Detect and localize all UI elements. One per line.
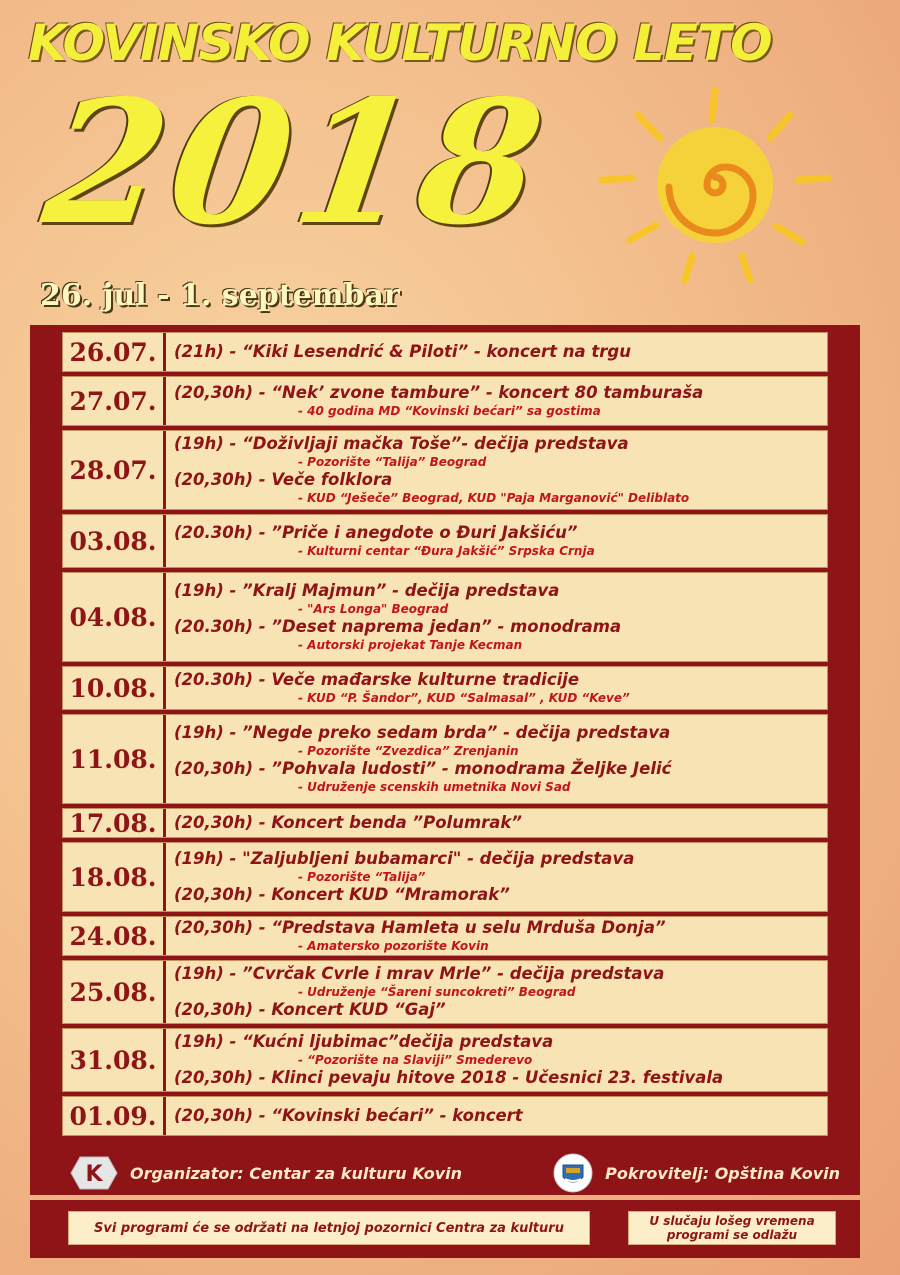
schedule-date: 31.08. [63, 1029, 166, 1091]
event-title: (19h) - ”Cvrčak Cvrle i mrav Mrle” - dečija predstava [174, 964, 665, 983]
schedule-events [166, 809, 827, 837]
event-performer: - Pozorište “Talija” [298, 870, 426, 884]
event-item [174, 434, 819, 470]
weather-note: U slučaju lošeg vremena programi se odlažu [628, 1211, 836, 1245]
schedule-row [62, 1096, 828, 1136]
schedule-events [166, 843, 827, 911]
schedule-row [62, 332, 828, 372]
event-performer: - 40 godina MD “Kovinski bećari” sa gostima [298, 404, 601, 418]
schedule-date: 18.08. [63, 843, 166, 911]
schedule-row [62, 916, 828, 956]
event-performer: - Autorski projekat Tanje Kecman [298, 638, 523, 652]
event-performer: - Udruženje “Šareni suncokreti” Beograd [298, 985, 576, 999]
event-item [174, 617, 819, 653]
schedule-events [166, 515, 827, 567]
event-performer: - Kulturni centar “Đura Jakšić” Srpska Crnja [298, 544, 595, 558]
schedule-row [62, 376, 828, 426]
schedule-date: 26.07. [63, 333, 166, 371]
footer [70, 1155, 840, 1191]
event-title: (21h) - “Kiki Lesendrić & Piloti” - koncert na trgu [174, 342, 631, 361]
event-item [174, 759, 819, 795]
schedule-events [166, 667, 827, 709]
event-title: (20,30h) - Veče folklora [174, 470, 393, 489]
schedule-row [62, 960, 828, 1024]
schedule-date: 01.09. [63, 1097, 166, 1135]
schedule-events [166, 961, 827, 1023]
event-performer: - Pozorište “Zvezdica” Zrenjanin [298, 744, 519, 758]
event-performer: - "Ars Longa" Beograd [298, 602, 449, 616]
event-title: (20,30h) - Klinci pevaju hitove 2018 - Učesnici 23. festivala [174, 1068, 724, 1087]
event-performer: - Pozorište “Talija” Beograd [298, 455, 487, 469]
event-title: (20,30h) - ”Pohvala ludosti” - monodrama Željke Jelić [174, 759, 672, 778]
event-performer: - KUD “Ješeče” Beograd, KUD "Paja Marganović" Deliblato [298, 491, 690, 505]
festival-dates: 26. jul - 1. septembar [40, 278, 400, 313]
event-title: (20,30h) - Koncert KUD “Mramorak” [174, 885, 510, 904]
schedule-table [62, 332, 828, 1140]
event-title: (19h) - ”Negde preko sedam brda” - dečija predstava [174, 723, 671, 742]
event-item [174, 964, 819, 1000]
festival-title: KOVINSKO KULTURNO LETO [28, 14, 772, 72]
culture-center-logo [70, 1156, 118, 1190]
event-item [174, 342, 819, 362]
festival-year: 2018 [33, 63, 560, 263]
event-item [174, 523, 819, 559]
schedule-events [166, 1029, 827, 1091]
event-item [174, 670, 819, 706]
schedule-row [62, 808, 828, 838]
logo-letter: K [85, 1162, 103, 1187]
schedule-events [166, 333, 827, 371]
event-performer: - Udruženje scenskih umetnika Novi Sad [298, 780, 571, 794]
event-item [174, 1068, 819, 1088]
schedule-date: 11.08. [63, 715, 166, 803]
venue-note: Svi programi će se održati na letnjoj pozornici Centra za kulturu [68, 1211, 590, 1245]
schedule-date: 03.08. [63, 515, 166, 567]
event-item [174, 1000, 819, 1020]
schedule-events [166, 573, 827, 661]
event-item [174, 1032, 819, 1068]
schedule-date: 24.08. [63, 917, 166, 955]
event-item [174, 723, 819, 759]
event-item [174, 885, 819, 905]
event-item [174, 1106, 819, 1126]
schedule-date: 10.08. [63, 667, 166, 709]
event-performer: - “Pozorište na Slaviji” Smederevo [298, 1053, 533, 1067]
event-item [174, 813, 819, 833]
event-title: (20,30h) - “Kovinski bećari” - koncert [174, 1106, 523, 1125]
schedule-date: 04.08. [63, 573, 166, 661]
event-item [174, 918, 819, 954]
organizer-text: Organizator: Centar za kulturu Kovin [130, 1163, 463, 1183]
schedule-events [166, 715, 827, 803]
municipality-crest-icon [553, 1153, 593, 1193]
event-item [174, 470, 819, 506]
schedule-row [62, 514, 828, 568]
event-title: (19h) - "Zaljubljeni bubamarci" - dečija predstava [174, 849, 635, 868]
event-title: (20,30h) - “Predstava Hamleta u selu Mrduša Donja” [174, 918, 666, 937]
schedule-events [166, 917, 827, 955]
event-title: (20.30h) - ”Priče i anegdote o Đuri Jakšiću” [174, 523, 578, 542]
event-title: (20,30h) - Koncert benda ”Polumrak” [174, 813, 523, 832]
schedule-row [62, 430, 828, 510]
event-title: (19h) - “Doživljaji mačka Toše”- dečija predstava [174, 434, 629, 453]
schedule-date: 27.07. [63, 377, 166, 425]
event-title: (20.30h) - ”Deset naprema jedan” - monodrama [174, 617, 622, 636]
organizer-block [70, 1156, 462, 1190]
event-performer: - KUD “P. Šandor”, KUD “Salmasal” , KUD “Keve” [298, 691, 630, 705]
sponsor-block [553, 1153, 840, 1193]
schedule-row [62, 842, 828, 912]
event-performer: - Amatersko pozorište Kovin [298, 939, 489, 953]
schedule-row [62, 572, 828, 662]
schedule-events [166, 377, 827, 425]
schedule-row [62, 1028, 828, 1092]
event-title: (19h) - “Kućni ljubimac”dečija predstava [174, 1032, 554, 1051]
sun-icon [590, 80, 840, 290]
event-item [174, 383, 819, 419]
sponsor-text: Pokrovitelj: Opština Kovin [605, 1163, 840, 1183]
event-item [174, 849, 819, 885]
event-title: (19h) - ”Kralj Majmun” - dečija predstava [174, 581, 560, 600]
event-title: (20,30h) - Koncert KUD “Gaj” [174, 1000, 446, 1019]
schedule-date: 17.08. [63, 809, 166, 837]
schedule-date: 28.07. [63, 431, 166, 509]
event-title: (20.30h) - Veče mađarske kulturne tradicije [174, 670, 580, 689]
schedule-row [62, 666, 828, 710]
event-item [174, 581, 819, 617]
schedule-events [166, 431, 827, 509]
schedule-row [62, 714, 828, 804]
event-title: (20,30h) - “Nek’ zvone tambure” - koncert 80 tamburaša [174, 383, 704, 402]
schedule-date: 25.08. [63, 961, 166, 1023]
schedule-events [166, 1097, 827, 1135]
